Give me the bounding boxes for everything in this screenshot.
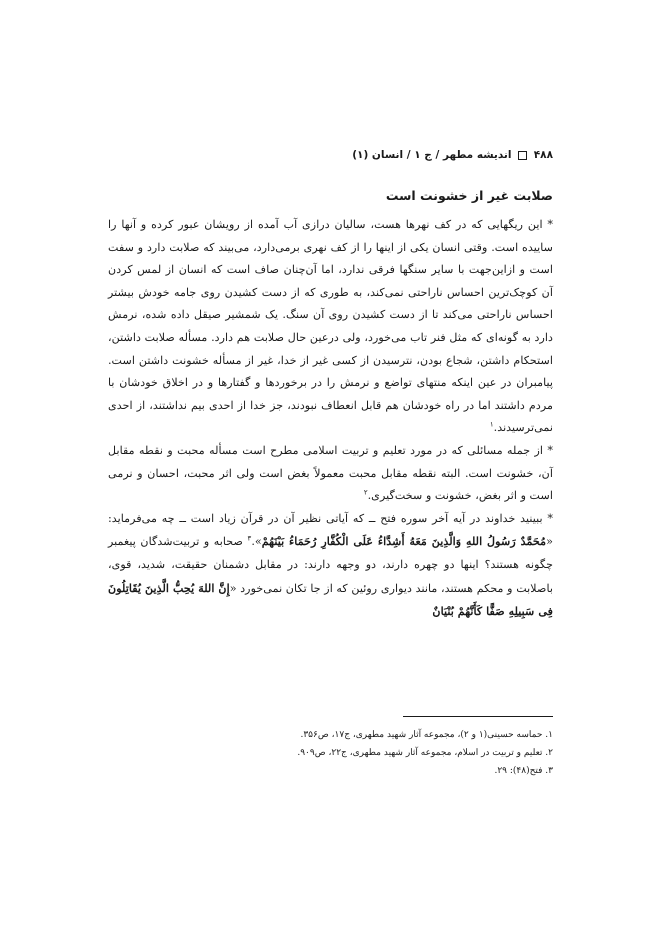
- page-number: ۴۸۸: [533, 149, 553, 161]
- paragraph-1-text: * این ریگهایی که در کف نهرها هست، سالیان درازی آب آمده از رویشان عبور کرده و آنها را ساییده است. وقتی انسان یکی از اینها را از کف نهری برمی‌دارد، می‌بیند که صلابت دارد و سفت است و ازاین‌جهت با سایر سنگها فرقی ندارد، اما آن‌چنان صاف است که انسان از لمس کردن آن کوچک‌ترین احساس ناراحتی نمی‌کند، به طوری که از دست کشیدن روی جامه خودش بیشتر احساس ناراحتی می‌کند تا از دست کشیدن روی آن سنگ. یک شمشیر صیقل داده شده، نرمش دارد به گونه‌ای که مثل فنر تاب می‌خورد، ولی درعین حال صلابت هم دارد. مسأله صلابت داشتن، استحکام داشتن، شجاع بودن، نترسیدن از کسی غیر از خدا، غیر از مسأله خشونت داشتن است. پیامبران در عین اینکه منتهای تواضع و نرمش را در برخوردها و گفتارها و در اخلاق خودشان با مردم داشتند اما در راه خودشان هم قابل انعطاف نبودند، جز خدا از احدی بیم نداشتند، از احدی نمی‌ترسیدند.: [108, 218, 553, 435]
- paragraph-3-text-a: * ببینید خداوند در آیه آخر سوره فتح ــ که آیاتی نظیر آن در قرآن زیاد است ــ چه می‌فرماید: «: [108, 511, 553, 549]
- running-title: اندیشه مطهر / ج ۱ / انسان (۱): [352, 149, 512, 161]
- paragraph-3-text-b: ».: [251, 535, 262, 549]
- paragraph-2-text: * از جمله مسائلی که در مورد تعلیم و تربیت اسلامی مطرح است مسأله محبت و نقطه مقابل آن، خشونت است. البته نقطه مقابل محبت معمولاً بغض است ولی اثر محبت، احسان و نرمی است و اثر بغض، خشونت و سخت‌گیری.: [108, 443, 553, 503]
- running-header: [108, 149, 553, 161]
- footnote-1: ۱. حماسه حسینی(۱ و ۲)، مجموعه آثار شهید مطهری، ج۱۷، ص۳۵۶.: [300, 730, 553, 740]
- footnote-2: ۲. تعلیم و تربیت در اسلام، مجموعه آثار شهید مطهری، ج۲۲، ص۹۰۹.: [297, 748, 553, 758]
- footnotes: [108, 726, 553, 780]
- footnote-ref-3: ۳: [247, 534, 252, 543]
- footnote-divider: [403, 716, 553, 717]
- paragraph-2: [108, 440, 553, 508]
- body-text: [108, 214, 553, 624]
- footnote-ref-2: ۲: [363, 488, 368, 497]
- quran-quote-1: مُحَمَّدٌ رَسُولُ اللهِ وَالَّذِینَ مَعَهُ أَشِدَّاءُ عَلَی الْکُفَّارِ رُحَمَاءُ بَیْنَهُمْ: [261, 534, 547, 549]
- paragraph-3: [108, 508, 553, 624]
- footnote-3: ۳. فتح(۴۸): ۲۹.: [494, 766, 553, 776]
- square-bullet-icon: [518, 151, 527, 160]
- paragraph-1: [108, 214, 553, 440]
- footnote-ref-1: ۱: [489, 420, 494, 429]
- section-title: صلابت غیر از خشونت است: [385, 188, 553, 203]
- quran-quote-2: إِنَّ اللهَ یُحِبُّ الَّذِینَ یُقَاتِلُونَ فِی سَبِیلِهِ صَفًّا کَأَنَّهُمْ بُنْیَانٌ: [108, 580, 553, 619]
- paragraph-3-text-c: صحابه و تربیت‌شدگان پیغمبر چگونه هستند؟ اینها دو چهره دارند، دو وجهه دارند: در مقابل دشمنان حقیقت، شدید، قوی، باصلابت و محکم هستند، مانند دیواری روئین که از جا تکان نمی‌خورد «: [108, 535, 553, 595]
